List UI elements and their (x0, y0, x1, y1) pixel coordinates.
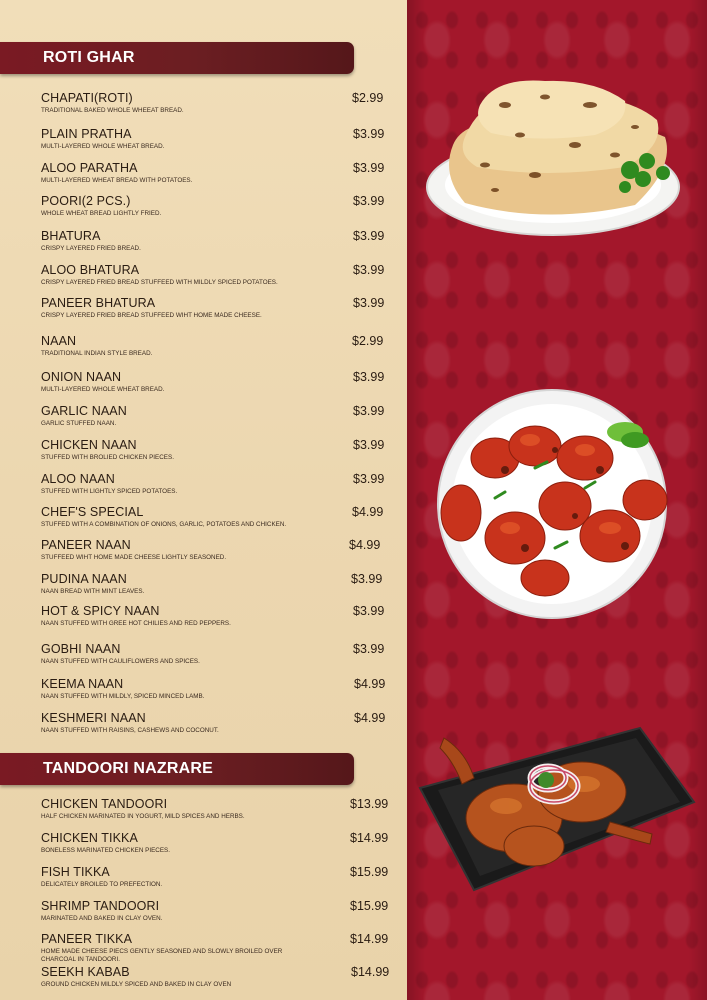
menu-item-name: BHATURA (41, 229, 101, 243)
menu-item-price: $3.99 (353, 127, 385, 141)
menu-item-name: KEEMA NAAN (41, 677, 124, 691)
menu-item-price: $3.99 (351, 572, 383, 586)
menu-item-price: $2.99 (352, 91, 384, 105)
menu-item (41, 370, 386, 394)
menu-item-description: GARLIC STUFFED NAAN. (41, 420, 117, 427)
menu-item-description: TRADITIONAL INDIAN STYLE BREAD. (41, 350, 153, 357)
menu-item-name: GOBHI NAAN (41, 642, 121, 656)
menu-item (41, 831, 389, 855)
section-title: TANDOORI NAZRARE (43, 760, 214, 777)
menu-item-price: $3.99 (353, 438, 385, 452)
menu-item (41, 538, 386, 562)
menu-item (41, 472, 386, 496)
menu-item (41, 677, 386, 701)
menu-item-price: $14.99 (351, 965, 390, 979)
menu-item-price: $15.99 (350, 865, 389, 879)
menu-item-price: $4.99 (349, 538, 381, 552)
menu-item-name: POORI(2 PCS.) (41, 194, 131, 208)
menu-item-name: ONION NAAN (41, 370, 122, 384)
menu-item-description: NAAN STUFFED WITH CAULIFLOWERS AND SPICES. (41, 658, 200, 665)
menu-item-name: NAAN (41, 334, 77, 348)
menu-item-price: $3.99 (353, 263, 385, 277)
menu-item-name: PANEER TIKKA (41, 932, 133, 946)
menu-item-description: STUFFED WITH A COMBINATION OF ONIONS, GARLIC, POTATOES AND CHICKEN. (41, 521, 287, 528)
menu-item-name: HOT & SPICY NAAN (41, 604, 160, 618)
menu-item (41, 797, 389, 821)
menu-item-description: HALF CHICKEN MARINATED IN YOGURT, MILD SPICES AND HERBS. (41, 813, 245, 820)
menu-item (41, 899, 389, 923)
menu-item-name: ALOO NAAN (41, 472, 115, 486)
menu-item-description: MULTI-LAYERED WHEAT BREAD WITH POTATOES. (41, 177, 193, 184)
menu-item-name: SHRIMP TANDOORI (41, 899, 160, 913)
menu-item-name: ALOO BHATURA (41, 263, 140, 277)
menu-item-price: $15.99 (350, 899, 389, 913)
chicken-tikka-plate-image (435, 388, 669, 620)
menu-item-description: STUFFEED WIHT HOME MADE CHEESE LIGHTLY SEASONED. (41, 554, 227, 561)
menu-item-name: KESHMERI NAAN (41, 711, 146, 725)
menu-item (41, 263, 386, 287)
menu-item-name: FISH TIKKA (41, 865, 110, 879)
menu-item-description: WHOLE WHEAT BREAD LIGHTLY FRIED. (41, 210, 162, 217)
menu-item-price: $4.99 (354, 711, 386, 725)
menu-item (41, 711, 386, 735)
menu-item (41, 438, 386, 462)
tandoori-chicken-tray-image (414, 722, 696, 894)
menu-item-name: GARLIC NAAN (41, 404, 127, 418)
menu-item-name: ALOO PARATHA (41, 161, 138, 175)
menu-item (41, 865, 389, 889)
menu-item-description: MULTI-LAYERED WHOLE WHEAT BREAD. (41, 143, 165, 150)
menu-item (41, 127, 386, 151)
menu-item-price: $2.99 (352, 334, 384, 348)
menu-item-price: $3.99 (353, 472, 385, 486)
menu-item (41, 229, 386, 253)
menu-item (41, 91, 386, 115)
menu-item-name: CHAPATI(ROTI) (41, 91, 133, 105)
menu-item-price: $3.99 (353, 604, 385, 618)
menu-item-price: $3.99 (353, 296, 385, 310)
menu-item-price: $3.99 (353, 194, 385, 208)
section-header-tandoori-nazrare (0, 753, 354, 785)
menu-item-price: $4.99 (352, 505, 384, 519)
menu-item-price: $3.99 (353, 161, 385, 175)
menu-item-name: SEEKH KABAB (41, 965, 130, 979)
menu-item-description: CRISPY LAYERED FRIED BREAD STUFFEED WIHT HOME MADE CHEESE. (41, 312, 262, 319)
menu-item-name: PUDINA NAAN (41, 572, 127, 586)
menu-item-description: GROUND CHICKEN MILDLY SPICED AND BAKED IN CLAY OVEN (41, 981, 232, 988)
menu-item-description: NAAN STUFFED WITH RAISINS, CASHEWS AND COCONUT. (41, 727, 219, 734)
menu-item (41, 572, 386, 596)
menu-item-price: $14.99 (350, 831, 389, 845)
menu-item-name: CHEF'S SPECIAL (41, 505, 144, 519)
menu-item-name: CHICKEN TANDOORI (41, 797, 168, 811)
menu-item-price: $3.99 (353, 404, 385, 418)
section-header-roti-ghar (0, 42, 354, 74)
menu-item-price: $4.99 (354, 677, 386, 691)
menu-item (41, 161, 386, 185)
menu-item (41, 194, 386, 218)
menu-item-name: CHICKEN NAAN (41, 438, 137, 452)
menu-item-name: CHICKEN TIKKA (41, 831, 138, 845)
menu-item-price: $13.99 (350, 797, 389, 811)
menu-item-description: TRADITIONAL BAKED WHOLE WHEEAT BREAD. (41, 107, 184, 114)
menu-item-description: CRISPY LAYERED FRIED BREAD STUFFEED WITH MILDLY SPICED POTATOES. (41, 279, 278, 286)
menu-item-price: $3.99 (353, 229, 385, 243)
menu-item-description: BONELESS MARINATED CHICKEN PIECES. (41, 847, 170, 854)
menu-item-name: PANEER BHATURA (41, 296, 156, 310)
menu-item-description: STUFFED WITH BROLIED CHICKEN PIECES. (41, 454, 174, 461)
menu-item (41, 932, 389, 964)
menu-item-description: NAAN STUFFED WITH GREE HOT CHILIES AND RED PEPPERS. (41, 620, 231, 627)
menu-item-description: MULTI-LAYERED WHOLE WHEAT BREAD. (41, 386, 165, 393)
menu-item-price: $3.99 (353, 370, 385, 384)
menu-item-description: NAAN STUFFED WITH MILDLY, SPICED MINCED LAMB. (41, 693, 205, 700)
menu-item-description: DELICATELY BROILED TO PREFECTION. (41, 881, 163, 888)
section-title: ROTI GHAR (43, 49, 135, 66)
menu-item (41, 505, 386, 529)
menu-item-description: HOME MADE CHEESE PIECS GENTLY SEASONED AND SLOWLY BROILED OVER CHARCOAL IN TANDOORI. (41, 948, 283, 963)
menu-item (41, 404, 386, 428)
menu-item (41, 642, 386, 666)
menu-item (41, 965, 390, 989)
menu-item-description: CRISPY LAYERED FRIED BREAD. (41, 245, 141, 252)
menu-item-name: PLAIN PRATHA (41, 127, 132, 141)
menu-item-description: STUFFED WITH LIGHTLY SPICED POTATOES. (41, 488, 178, 495)
menu-item-description: NAAN BREAD WITH MINT LEAVES. (41, 588, 145, 595)
naan-plate-image (425, 75, 687, 240)
menu-item-description: MARINATED AND BAKED IN CLAY OVEN. (41, 915, 163, 922)
menu-item (41, 296, 386, 320)
menu-item-name: PANEER NAAN (41, 538, 131, 552)
menu-item-price: $3.99 (353, 642, 385, 656)
menu-item-price: $14.99 (350, 932, 389, 946)
menu-item (41, 334, 386, 358)
menu-item (41, 604, 386, 628)
